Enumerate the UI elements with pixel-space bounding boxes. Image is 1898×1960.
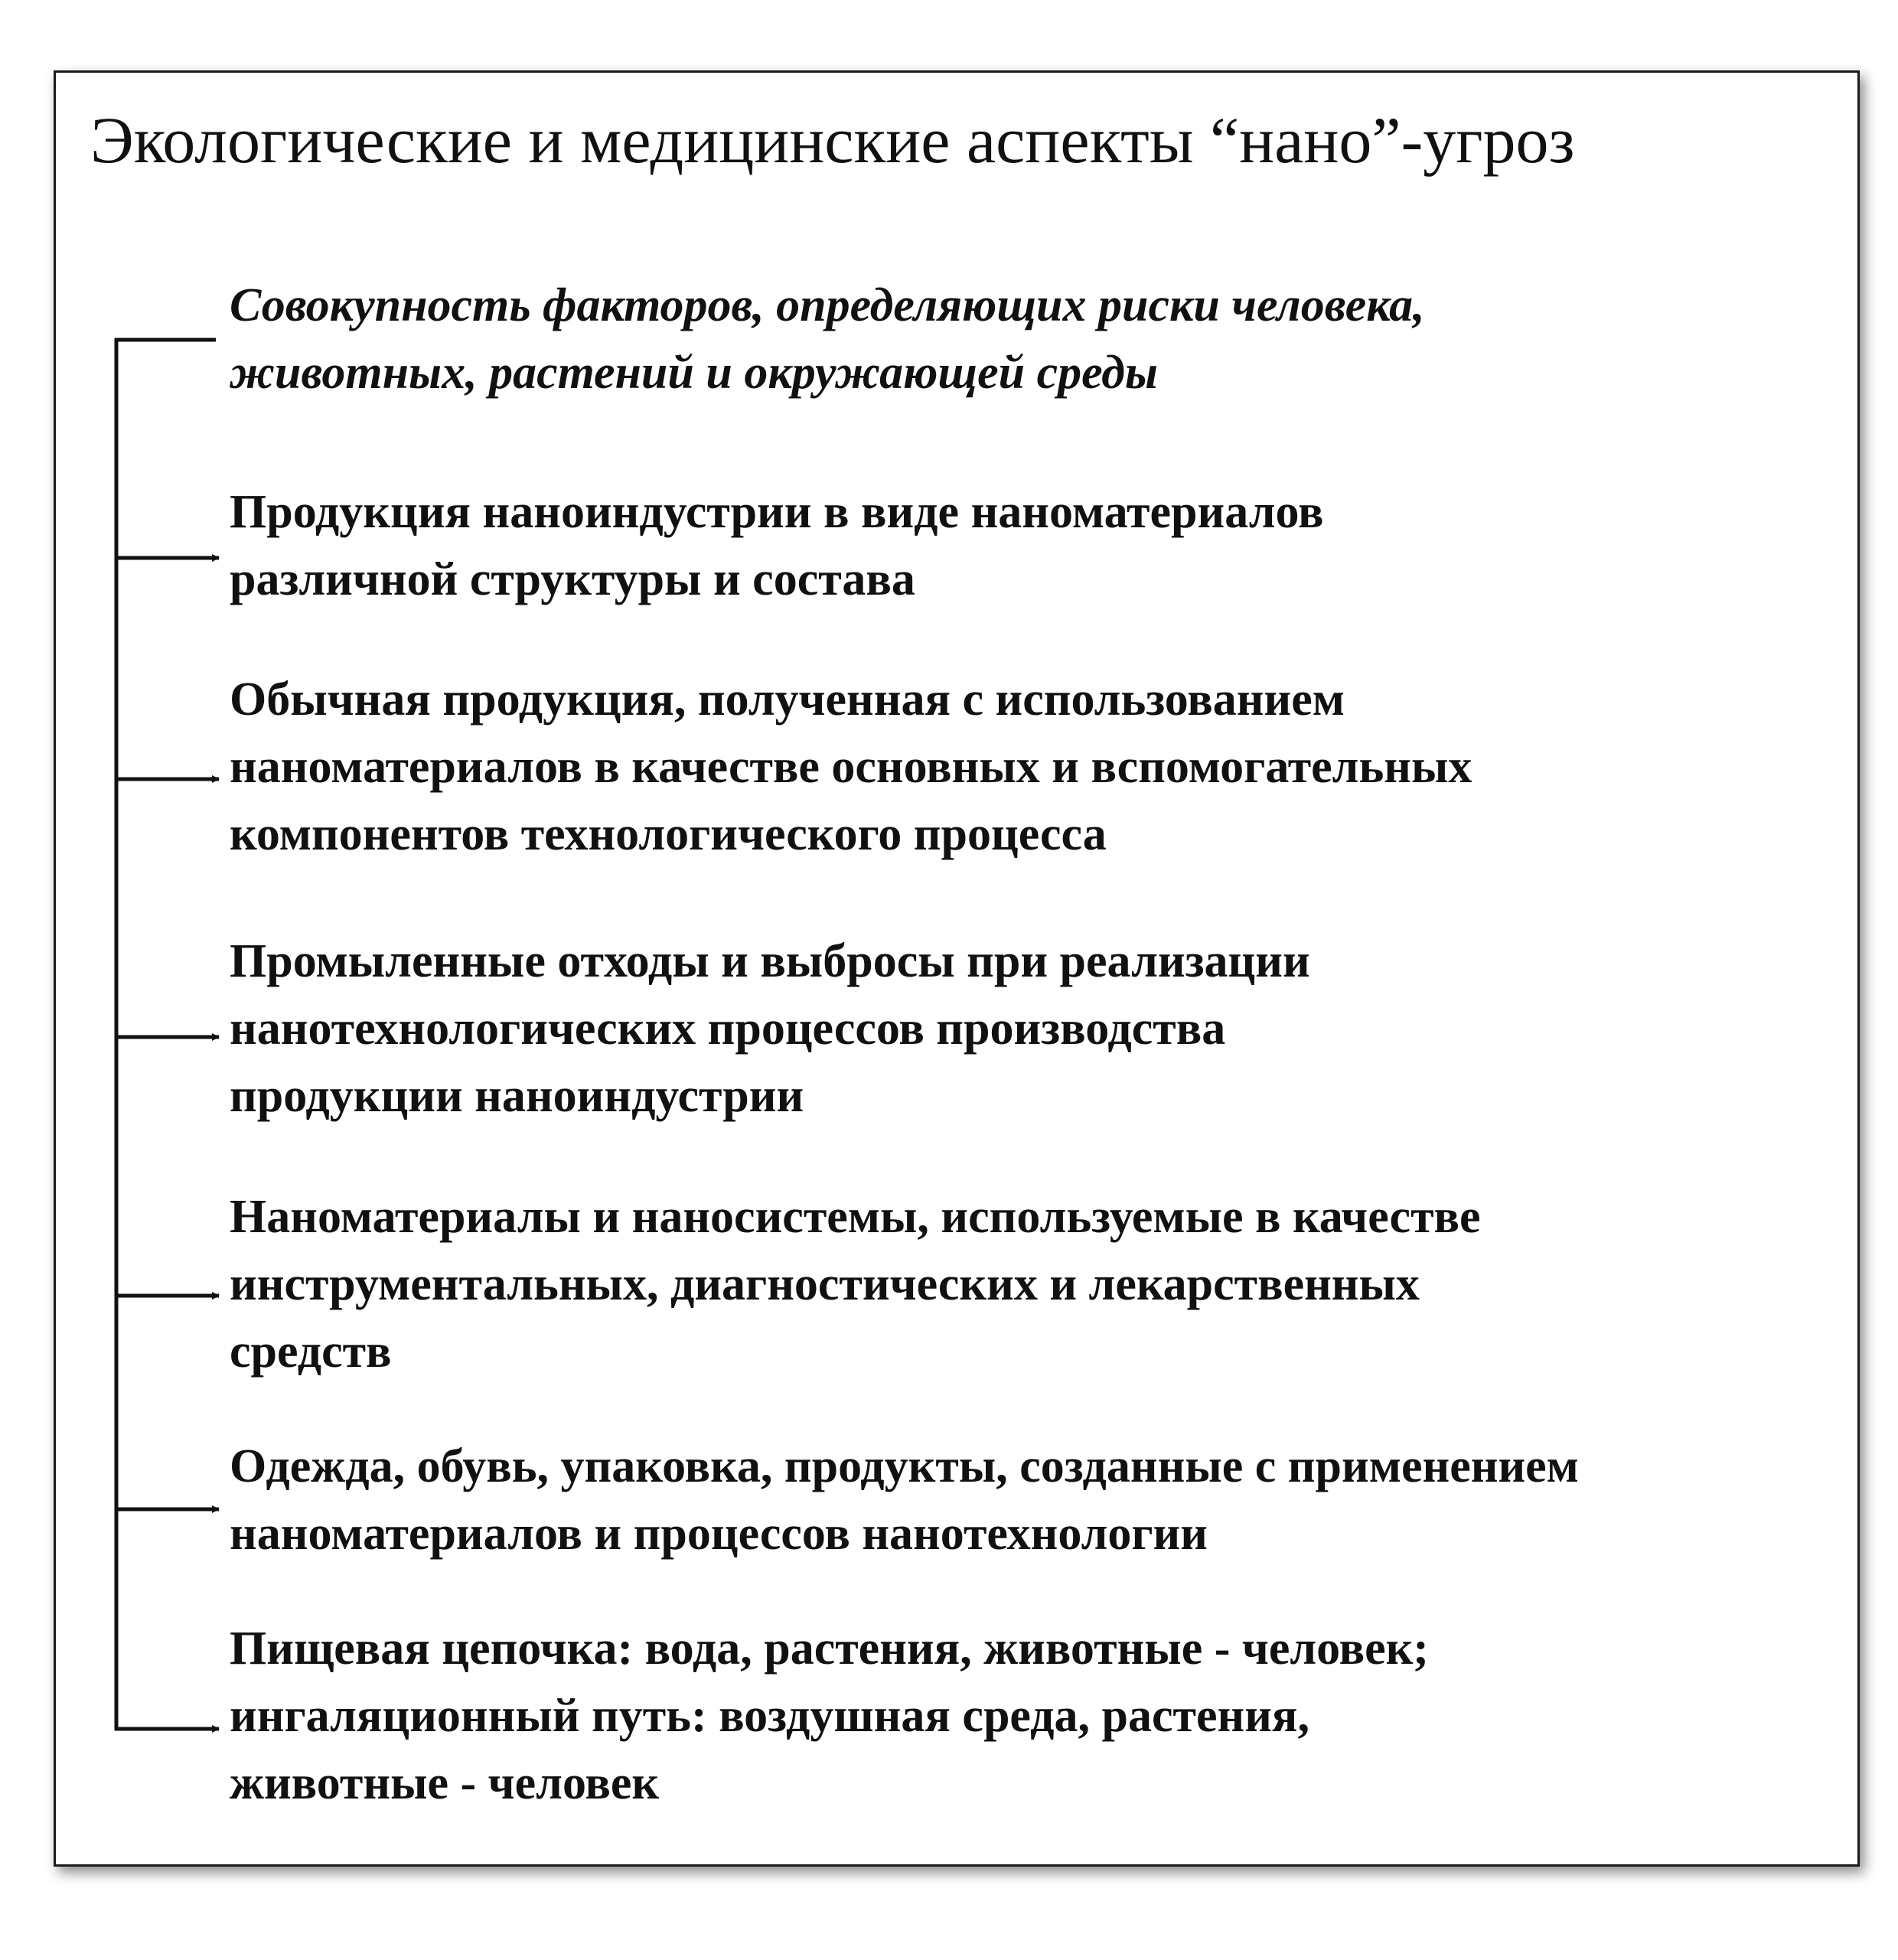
factor-item-line: Одежда, обувь, упаковка, продукты, созданные с применением xyxy=(230,1440,1579,1492)
root-factor-line-1: Совокупность факторов, определяющих риски человека, xyxy=(230,279,1425,331)
factor-item-line: инструментальных, диагностических и лекарственных xyxy=(230,1258,1420,1310)
factor-item-line: наноматериалов в качестве основных и вспомогательных xyxy=(230,741,1472,793)
factor-item-line: Наноматериалы и наносистемы, используемые в качестве xyxy=(230,1191,1481,1243)
factor-item-line: различной структуры и состава xyxy=(230,553,915,605)
root-factor-line-2: животных, растений и окружающей среды xyxy=(230,347,1158,399)
factor-item-line: ингаляционный путь: воздушная среда, растения, xyxy=(230,1690,1309,1742)
factor-item-line: наноматериалов и процессов нанотехнологии xyxy=(230,1508,1208,1560)
factor-item-line: животные - человек xyxy=(230,1757,660,1809)
factor-item-line: компонентов технологического процесса xyxy=(230,808,1107,860)
factor-item-line: Продукция наноиндустрии в виде наноматериалов xyxy=(230,486,1324,538)
factor-item-line: нанотехнологических процессов производства xyxy=(230,1003,1226,1055)
factor-item-line: Обычная продукция, полученная с использованием xyxy=(230,673,1345,726)
diagram-title: Экологические и медицинские аспекты “нано”-угроз xyxy=(90,103,1575,177)
factor-item-line: Пищевая цепочка: вода, растения, животные - человек; xyxy=(230,1622,1429,1675)
factor-item-line: средств xyxy=(230,1326,392,1378)
factor-item-line: Промыленные отходы и выбросы при реализации xyxy=(230,935,1310,987)
factor-item-line: продукции наноиндустрии xyxy=(230,1070,804,1122)
